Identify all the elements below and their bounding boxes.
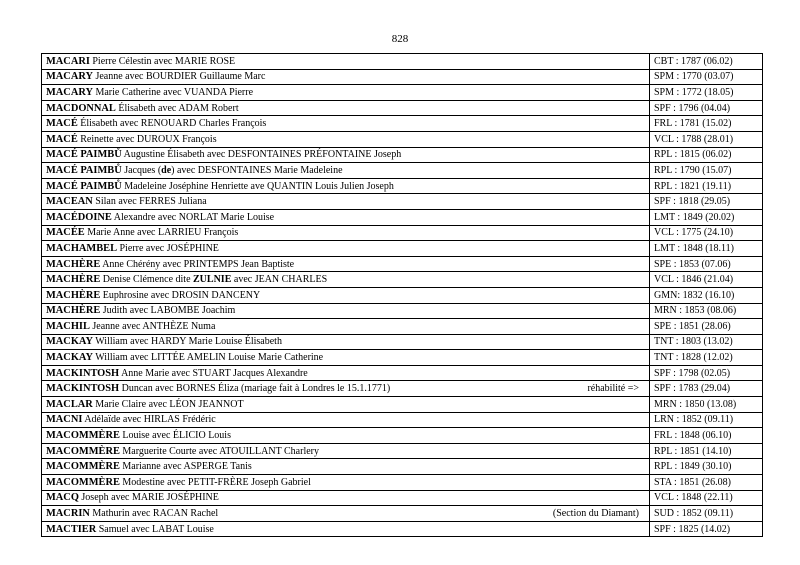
surname: MACOMMÈRE <box>46 461 120 473</box>
surname: MACHÈRE <box>46 274 101 286</box>
registry-body <box>42 54 763 537</box>
entry-main <box>46 87 253 98</box>
surname: MACQ <box>46 492 79 504</box>
entry-content <box>46 102 649 115</box>
surname: MACEAN <box>46 196 93 208</box>
table-row <box>42 319 763 335</box>
entry-cell <box>42 490 650 506</box>
table-row <box>42 490 763 506</box>
surname: MACKAY <box>46 352 93 364</box>
surname: MACOMMÈRE <box>46 430 120 442</box>
entry-main <box>46 492 219 503</box>
entry-cell <box>42 69 650 85</box>
entry-content <box>46 398 649 411</box>
entry-content <box>46 491 649 504</box>
entry-text: Marianne avec ASPERGE Tanis <box>119 461 252 473</box>
table-row <box>42 428 763 444</box>
surname: MACKINTOSH <box>46 383 120 395</box>
parish-date-cell: LMT : 1849 (20.02) <box>650 209 763 225</box>
entry-text-continued: avec JEAN CHARLES <box>231 274 328 286</box>
parish-date-cell: STA : 1851 (26.08) <box>650 475 763 491</box>
table-row <box>42 147 763 163</box>
table-row <box>42 365 763 381</box>
entry-text: Judith avec LABOMBE Joachim <box>100 305 236 317</box>
table-row <box>42 412 763 428</box>
parish-date-cell: SPF : 1796 (04.04) <box>650 100 763 116</box>
entry-cell <box>42 163 650 179</box>
table-row <box>42 163 763 179</box>
entry-cell <box>42 365 650 381</box>
surname: MACARI <box>46 55 90 67</box>
entry-cell <box>42 334 650 350</box>
table-row <box>42 178 763 194</box>
entry-text: Marie Claire avec LÉON JEANNOT <box>92 398 244 410</box>
entry-text: Mathurin avec RACAN Rachel <box>89 508 219 520</box>
marriage-registry-table <box>41 53 763 537</box>
surname: MACHÈRE <box>46 305 101 317</box>
entry-cell <box>42 459 650 475</box>
entry-text: Euphrosine avec DROSIN DANCENY <box>100 289 261 301</box>
entry-main <box>46 259 294 270</box>
entry-main <box>46 165 343 176</box>
parish-date-cell: TNT : 1828 (12.02) <box>650 350 763 366</box>
entry-cell <box>42 303 650 319</box>
entry-content <box>46 320 649 333</box>
entry-text: Jeanne avec ANTHÈZE Numa <box>89 320 216 332</box>
entry-text: Duncan avec BORNES Éliza (mariage fait à Londres le 15.1.1771) <box>119 383 391 395</box>
entry-content <box>46 133 649 146</box>
entry-content <box>46 164 649 177</box>
entry-text: Joseph avec MARIE JOSÉPHINE <box>78 492 219 504</box>
entry-cell <box>42 100 650 116</box>
entry-text: Anne Chérény avec PRINTEMPS Jean Baptiste <box>100 258 295 270</box>
parish-date-cell: RPL : 1815 (06.02) <box>650 147 763 163</box>
entry-text: William avec HARDY Marie Louise Élisabeth <box>92 336 282 348</box>
entry-content <box>46 367 649 380</box>
entry-text: Élisabeth avec RENOUARD Charles François <box>77 118 267 130</box>
table-row <box>42 194 763 210</box>
entry-particle: de <box>161 164 172 176</box>
parish-date-cell: RPL : 1849 (30.10) <box>650 459 763 475</box>
parish-date-cell: CBT : 1787 (06.02) <box>650 54 763 70</box>
parish-date-cell: SPE : 1853 (07.06) <box>650 256 763 272</box>
entry-main <box>46 507 218 520</box>
table-row <box>42 459 763 475</box>
entry-cell <box>42 256 650 272</box>
parish-date-cell: VCL : 1775 (24.10) <box>650 225 763 241</box>
entry-content <box>46 55 649 68</box>
parish-date-cell: RPL : 1851 (14.10) <box>650 443 763 459</box>
entry-main <box>46 352 323 363</box>
parish-date-cell: FRL : 1848 (06.10) <box>650 428 763 444</box>
entry-cell <box>42 521 650 537</box>
entry-content <box>46 242 649 255</box>
parish-date-cell: SPF : 1818 (29.05) <box>650 194 763 210</box>
surname: MACNI <box>46 414 83 426</box>
surname: MACTIER <box>46 523 97 535</box>
entry-cell <box>42 241 650 257</box>
parish-date-cell: VCL : 1846 (21.04) <box>650 272 763 288</box>
entry-main <box>46 446 319 457</box>
table-row <box>42 381 763 397</box>
surname: MACÉ <box>46 133 78 145</box>
entry-main <box>46 305 235 316</box>
surname: MACOMMÈRE <box>46 445 120 457</box>
parish-date-cell: TNT : 1803 (13.02) <box>650 334 763 350</box>
entry-text: Jeanne avec BOURDIER Guillaume Marc <box>92 71 266 83</box>
entry-main <box>46 71 265 82</box>
entry-cell <box>42 319 650 335</box>
entry-cell <box>42 506 650 522</box>
entry-text: Marie Catherine avec VUANDA Pierre <box>92 86 254 98</box>
entry-main <box>46 477 311 488</box>
surname: MACHÈRE <box>46 258 101 270</box>
entry-content <box>46 476 649 489</box>
surname: MACHAMBEL <box>46 242 117 254</box>
table-row <box>42 475 763 491</box>
entry-text: Denise Clémence dite <box>100 274 194 286</box>
parish-date-cell: SPM : 1770 (03.07) <box>650 69 763 85</box>
entry-cell <box>42 131 650 147</box>
surname: MACKINTOSH <box>46 367 120 379</box>
parish-date-cell: RPL : 1790 (15.07) <box>650 163 763 179</box>
table-row <box>42 241 763 257</box>
entry-cell <box>42 209 650 225</box>
surname: MACLAR <box>46 398 93 410</box>
table-row <box>42 225 763 241</box>
entry-note: (Section du Diamant) <box>552 508 639 520</box>
entry-text: Louise avec ÉLICIO Louis <box>119 430 231 442</box>
entry-content <box>46 460 649 473</box>
surname: MACÉ <box>46 118 78 130</box>
entry-content <box>46 86 649 99</box>
parish-date-cell: MRN : 1850 (13.08) <box>650 397 763 413</box>
entry-particle: ZULNIE <box>193 274 232 286</box>
parish-date-cell: SPF : 1798 (02.05) <box>650 365 763 381</box>
entry-main <box>46 336 282 347</box>
entry-main <box>46 399 244 410</box>
entry-cell <box>42 54 650 70</box>
entry-content <box>46 335 649 348</box>
entry-cell <box>42 397 650 413</box>
parish-date-cell: SPE : 1851 (28.06) <box>650 319 763 335</box>
entry-text: Alexandre avec NORLAT Marie Louise <box>111 211 275 223</box>
table-row <box>42 69 763 85</box>
entry-text: Pierre Célestin avec MARIE ROSE <box>89 55 236 67</box>
entry-text: Pierre avec JOSÉPHINE <box>117 242 219 254</box>
surname: MACÉ PAIMBŮ <box>46 164 122 176</box>
entry-content <box>46 507 649 520</box>
entry-text: Modestine avec PETIT-FRÈRE Joseph Gabriel <box>119 476 311 488</box>
entry-text: Reinette avec DUROUX François <box>77 133 217 145</box>
entry-cell <box>42 194 650 210</box>
parish-date-cell: SPF : 1825 (14.02) <box>650 521 763 537</box>
entry-note: réhabilité => <box>587 383 639 395</box>
entry-text: Élisabeth avec ADAM Robert <box>115 102 239 114</box>
entry-text: Marie Anne avec LARRIEU François <box>84 227 239 239</box>
entry-text: Marguerite Courte avec ATOUILLANT Charlery <box>119 445 320 457</box>
entry-main <box>46 524 214 535</box>
entry-main <box>46 243 219 254</box>
parish-date-cell: LMT : 1848 (18.11) <box>650 241 763 257</box>
entry-main <box>46 274 327 285</box>
entry-main <box>46 227 238 238</box>
entry-cell <box>42 412 650 428</box>
table-row <box>42 334 763 350</box>
entry-content <box>46 429 649 442</box>
entry-content <box>46 351 649 364</box>
entry-main <box>46 290 260 301</box>
entry-main <box>46 181 394 192</box>
table-row <box>42 506 763 522</box>
entry-content <box>46 523 649 536</box>
parish-date-cell: SUD : 1852 (09.11) <box>650 506 763 522</box>
entry-content <box>46 413 649 426</box>
parish-date-cell: MRN : 1853 (08.06) <box>650 303 763 319</box>
surname: MACDONNAL <box>46 102 116 114</box>
entry-content <box>46 70 649 83</box>
surname: MACKAY <box>46 336 93 348</box>
entry-main <box>46 212 274 223</box>
surname: MACÉ PAIMBŮ <box>46 180 122 192</box>
table-row <box>42 287 763 303</box>
entry-main <box>46 461 252 472</box>
entry-content <box>46 289 649 302</box>
entry-text: Jacques ( <box>121 164 162 176</box>
entry-content <box>46 117 649 130</box>
table-row <box>42 397 763 413</box>
entry-cell <box>42 116 650 132</box>
table-row <box>42 256 763 272</box>
parish-date-cell: SPF : 1783 (29.04) <box>650 381 763 397</box>
entry-main <box>46 321 215 332</box>
entry-main <box>46 368 308 379</box>
entry-content <box>46 382 649 395</box>
entry-main <box>46 134 217 145</box>
entry-text: Samuel avec LABAT Louise <box>96 523 214 535</box>
surname: MACÉ PAIMBŮ <box>46 149 122 161</box>
entry-main <box>46 56 235 67</box>
entry-cell <box>42 350 650 366</box>
surname: MACHÈRE <box>46 289 101 301</box>
page-number: 828 <box>391 33 409 45</box>
entry-content <box>46 226 649 239</box>
table-row <box>42 116 763 132</box>
surname: MACARY <box>46 71 93 83</box>
surname: MACÉE <box>46 227 85 239</box>
entry-cell <box>42 225 650 241</box>
entry-content <box>46 258 649 271</box>
entry-main <box>46 382 390 395</box>
entry-main <box>46 196 207 207</box>
table-row <box>42 100 763 116</box>
entry-content <box>46 273 649 286</box>
entry-main <box>46 149 401 160</box>
entry-text: Anne Marie avec STUART Jacques Alexandre <box>119 367 308 379</box>
entry-text: Silan avec FERRES Juliana <box>92 196 207 208</box>
entry-main <box>46 103 239 114</box>
entry-cell <box>42 178 650 194</box>
table-row <box>42 54 763 70</box>
table-row <box>42 521 763 537</box>
surname: MACHIL <box>46 320 90 332</box>
entry-cell <box>42 272 650 288</box>
entry-cell <box>42 85 650 101</box>
table-row <box>42 272 763 288</box>
entry-cell <box>42 428 650 444</box>
entry-cell <box>42 443 650 459</box>
surname: MACARY <box>46 86 93 98</box>
surname: MACOMMÈRE <box>46 476 120 488</box>
parish-date-cell: RPL : 1821 (19.11) <box>650 178 763 194</box>
entry-content <box>46 180 649 193</box>
table-row <box>42 350 763 366</box>
entry-text: Augustine Élisabeth avec DESFONTAINES PRÉFONTAINE Joseph <box>121 149 402 161</box>
table-row <box>42 131 763 147</box>
parish-date-cell: VCL : 1788 (28.01) <box>650 131 763 147</box>
entry-content <box>46 304 649 317</box>
surname: MACRIN <box>46 508 90 520</box>
table-row <box>42 443 763 459</box>
entry-content <box>46 148 649 161</box>
entry-cell <box>42 475 650 491</box>
table-row <box>42 209 763 225</box>
entry-text: William avec LITTÉE AMELIN Louise Marie Catherine <box>92 352 324 364</box>
parish-date-cell: LRN : 1852 (09.11) <box>650 412 763 428</box>
parish-date-cell: SPM : 1772 (18.05) <box>650 85 763 101</box>
entry-cell <box>42 287 650 303</box>
entry-text: Madeleine Joséphine Henriette ave QUANTIN Louis Julien Joseph <box>121 180 394 192</box>
parish-date-cell: GMN: 1832 (16.10) <box>650 287 763 303</box>
surname: MACÉDOINE <box>46 211 112 223</box>
parish-date-cell: FRL : 1781 (15.02) <box>650 116 763 132</box>
entry-main <box>46 430 231 441</box>
entry-content <box>46 195 649 208</box>
entry-text-continued: ) avec DESFONTAINES Marie Madeleine <box>171 164 343 176</box>
table-row <box>42 303 763 319</box>
entry-cell <box>42 381 650 397</box>
entry-main <box>46 118 266 129</box>
table-row <box>42 85 763 101</box>
entry-content <box>46 445 649 458</box>
entry-text: Adélaïde avec HIRLAS Frédéric <box>82 414 216 426</box>
entry-main <box>46 414 216 425</box>
entry-content <box>46 211 649 224</box>
entry-cell <box>42 147 650 163</box>
parish-date-cell: VCL : 1848 (22.11) <box>650 490 763 506</box>
